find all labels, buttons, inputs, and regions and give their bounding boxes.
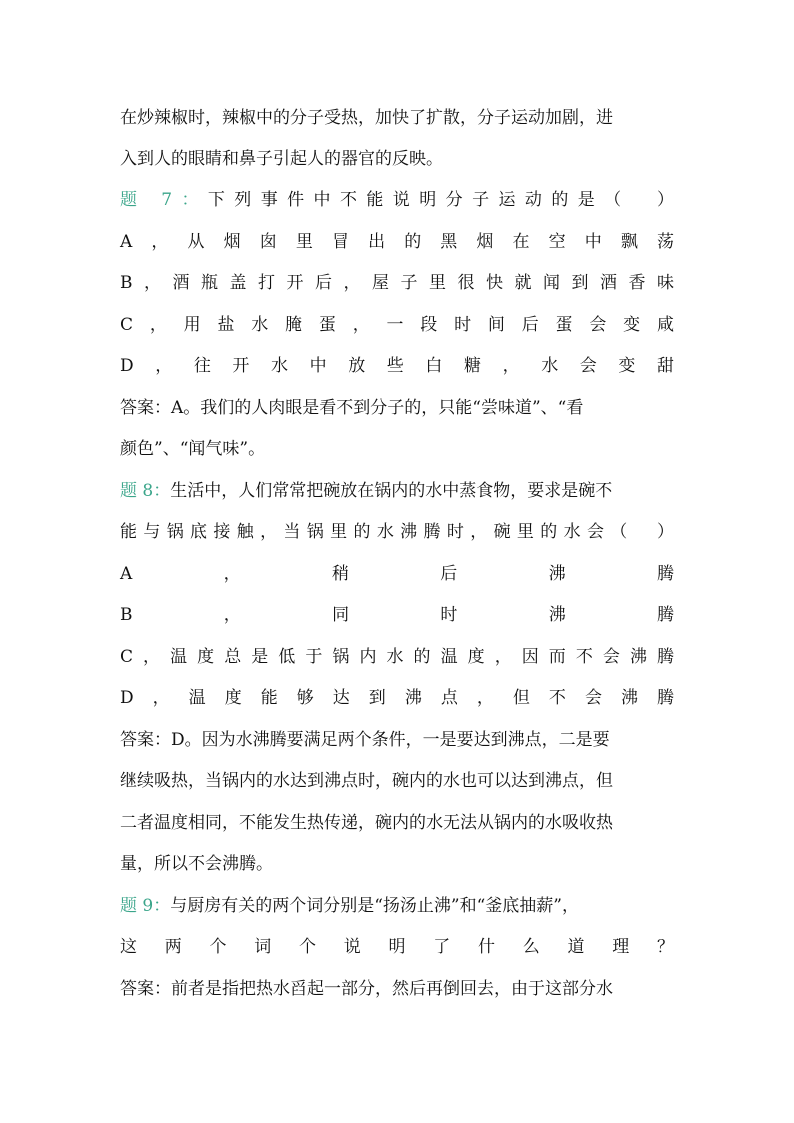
question-9-title [120, 891, 674, 921]
line-text: B，酒瓶盖打开后，屋子里很快就闻到酒香味 [120, 273, 674, 293]
line-text: 入到人的眼睛和鼻子引起人的器官的反映。 [120, 149, 443, 169]
option-c [120, 642, 674, 672]
text-line [120, 434, 674, 464]
text-line [120, 144, 674, 174]
answer-line [120, 393, 674, 423]
line-text: D，往开水中放些白糖，水会变甜 [120, 356, 674, 376]
line-text: 颜色”、“闻气味”。 [120, 439, 266, 459]
line-text: 这两个词个说明了什么道理？ [120, 937, 674, 957]
line-text: 能与锅底接触，当锅里的水沸腾时，碗里的水会（ ） [120, 522, 674, 542]
line-text: B，同时沸腾 [120, 605, 674, 625]
answer-line [120, 974, 674, 1004]
line-text: 量，所以不会沸腾。 [120, 854, 273, 874]
text-line [120, 932, 674, 962]
question-7-title [120, 185, 674, 215]
line-text: 答案：前者是指把热水舀起一部分，然后再倒回去，由于这部分水 [120, 979, 613, 999]
line-text: C，用盐水腌蛋，一段时间后蛋会变咸 [120, 315, 674, 335]
line-text: 在炒辣椒时，辣椒中的分子受热，加快了扩散，分子运动加剧，进 [120, 108, 613, 128]
question-label: 题 9： [120, 896, 171, 916]
option-c [120, 310, 674, 340]
text-line [120, 517, 674, 547]
option-d [120, 683, 674, 713]
line-text: D，温度能够达到沸点，但不会沸腾 [120, 688, 674, 708]
option-b [120, 268, 674, 298]
question-8-title [120, 476, 674, 506]
text-line [120, 103, 674, 133]
line-text: 答案：D。因为水沸腾要满足两个条件，一是要达到沸点，二是要 [120, 730, 610, 750]
line-text: 下列事件中不能说明分子运动的是（ ） [207, 190, 674, 210]
text-line [120, 849, 674, 879]
line-text: 生活中，人们常常把碗放在锅内的水中蒸食物，要求是碗不 [170, 481, 613, 501]
option-d [120, 351, 674, 381]
line-text: 二者温度相同，不能发生热传递，碗内的水无法从锅内的水吸收热 [120, 813, 613, 833]
option-b [120, 600, 674, 630]
answer-line [120, 725, 674, 755]
line-text: 与厨房有关的两个词分别是“扬汤止沸”和“釜底抽薪”， [170, 896, 579, 916]
line-text: A，稍后沸腾 [120, 564, 674, 584]
line-text: 答案：A。我们的人肉眼是看不到分子的，只能“尝味道”、“看 [120, 398, 584, 418]
question-label: 题 7： [120, 190, 208, 210]
text-line [120, 808, 674, 838]
line-text: 继续吸热，当锅内的水达到沸点时，碗内的水也可以达到沸点，但 [120, 771, 613, 791]
question-label: 题 8： [120, 481, 171, 501]
option-a [120, 559, 674, 589]
option-a [120, 227, 674, 257]
line-text: C，温度总是低于锅内水的温度，因而不会沸腾 [120, 647, 674, 667]
text-line [120, 766, 674, 796]
line-text: A，从烟囱里冒出的黑烟在空中飘荡 [120, 232, 674, 252]
